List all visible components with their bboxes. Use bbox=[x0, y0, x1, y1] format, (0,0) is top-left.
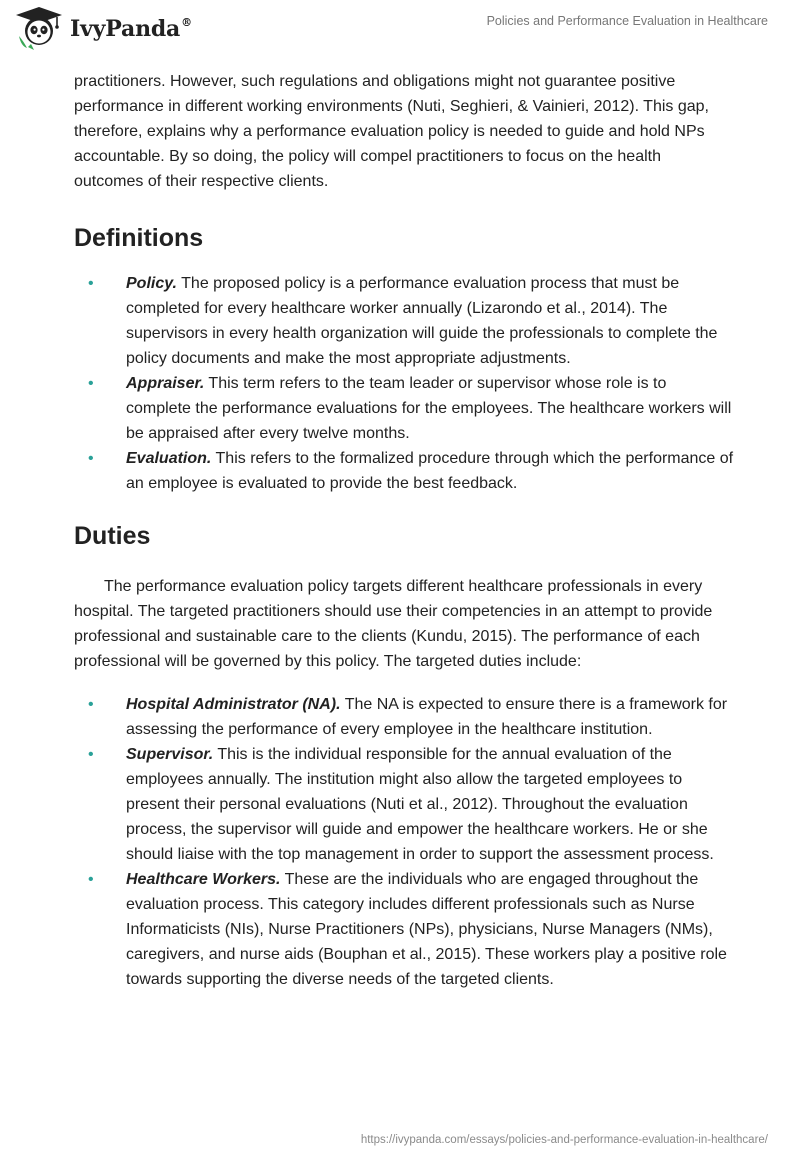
duties-heading: Duties bbox=[74, 522, 151, 550]
bullet-dot-icon: • bbox=[88, 746, 94, 763]
document-title: Policies and Performance Evaluation in Healthcare bbox=[486, 14, 768, 28]
list-item: • Supervisor. This is the individual responsible for the annual evaluation of the employees annually. The institution might also allow the targeted employees to present their personal evaluations (Nuti et al., 2012). Throughout the evaluation process, the supervisor will guide and empower the healthcare workers. He or she should liaise with the top management in order to support the assessment process. bbox=[74, 742, 734, 867]
intro-paragraph: practitioners. However, such regulations and obligations might not guarantee positive performance in different working environments (Nuti, Seghieri, & Vainieri, 2012). This gap, therefore, explains why a performance evaluation policy is needed to guide and hold NPs accountable. By so doing, the policy will compel practitioners to focus on the health outcomes of their respective clients. bbox=[74, 73, 709, 190]
essay-body bbox=[74, 69, 734, 992]
duties-list bbox=[74, 692, 734, 992]
duties-paragraph: The performance evaluation policy targets different healthcare professionals in every hospital. The targeted practitioners should use their competencies in an attempt to provide professional and sustainable care to the clients (Kundu, 2015). The performance of each professional will be governed by this policy. The targeted duties include: bbox=[74, 578, 713, 670]
definitions-heading: Definitions bbox=[74, 224, 204, 252]
list-item: • Evaluation. This refers to the formalized procedure through which the performance of an employee is evaluated to provide the best feedback. bbox=[74, 446, 734, 496]
page-header bbox=[0, 0, 800, 64]
ivypanda-logo[interactable] bbox=[14, 6, 192, 50]
bullet-dot-icon: • bbox=[88, 450, 94, 467]
bullet-dot-icon: • bbox=[88, 275, 94, 292]
bullet-dot-icon: • bbox=[88, 696, 94, 713]
bullet-dot-icon: • bbox=[88, 871, 94, 888]
list-item: • Hospital Administrator (NA). The NA is expected to ensure there is a framework for assessing the performance of every employee in the healthcare institution. bbox=[74, 692, 734, 742]
list-item: • Policy. The proposed policy is a performance evaluation process that must be completed for every healthcare worker annually (Lizarondo et al., 2014). The supervisors in every health organization will guide the professionals to complete the policy documents and make the most appropriate adjustments. bbox=[74, 271, 734, 371]
panda-graduate-logo-icon bbox=[14, 6, 64, 50]
definitions-list bbox=[74, 271, 734, 496]
bullet-dot-icon: • bbox=[88, 375, 94, 392]
logo-wordmark: IvyPanda® bbox=[70, 16, 192, 42]
list-item: • Healthcare Workers. These are the individuals who are engaged throughout the evaluation process. This category includes different professionals such as Nurse Informaticists (NIs), Nurse Practitioners (NPs), physicians, Nurse Managers (NMs), caregivers, and nurse aids (Bouphan et al., 2015). These workers play a positive role towards supporting the diverse needs of the targeted clients. bbox=[74, 867, 734, 992]
list-item: • Appraiser. This term refers to the team leader or supervisor whose role is to complete the performance evaluations for the employees. The healthcare workers will be appraised after every twelve months. bbox=[74, 371, 734, 446]
source-url-link[interactable]: https://ivypanda.com/essays/policies-and-performance-evaluation-in-healthcare/ bbox=[360, 1134, 768, 1146]
